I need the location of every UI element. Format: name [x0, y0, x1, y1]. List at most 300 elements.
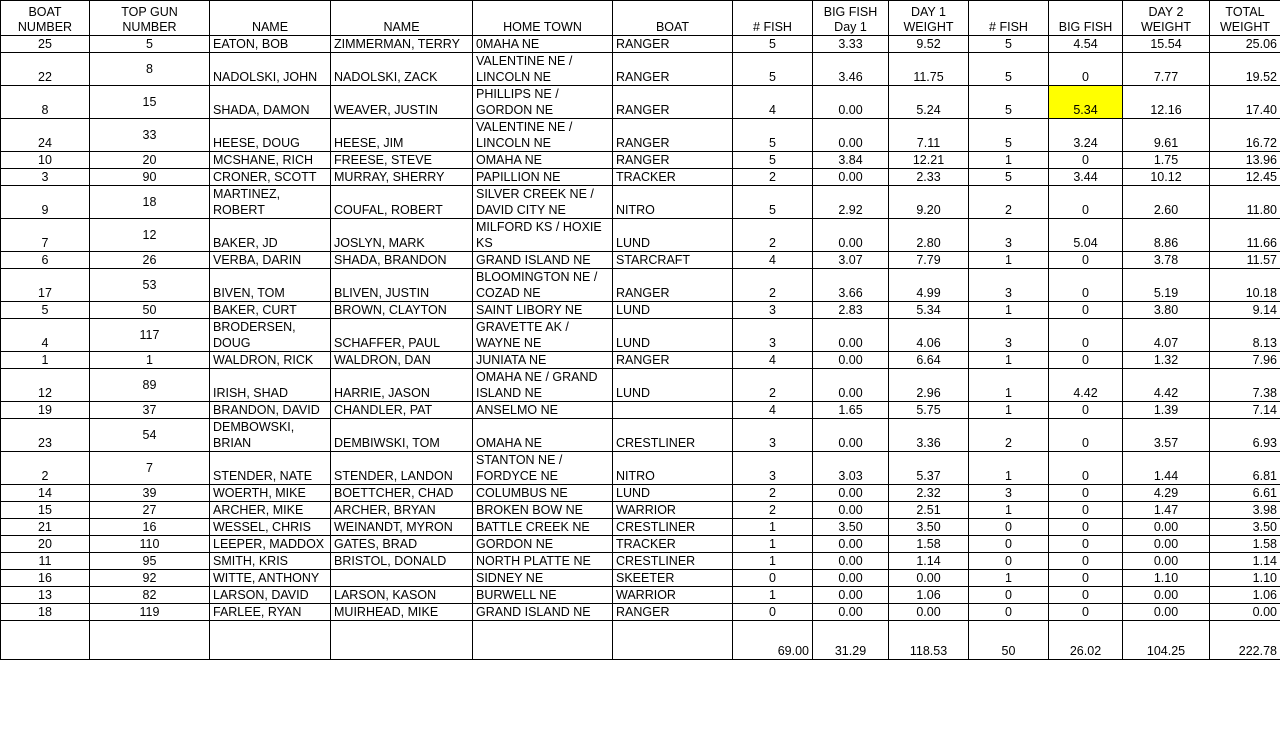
- fish-count-day1-cell: 4: [733, 402, 813, 419]
- fish-count-day2-cell: 1: [969, 402, 1049, 419]
- angler-name-cell: ARCHER, MIKE: [210, 502, 331, 519]
- day2-weight-cell: 1.75: [1123, 152, 1210, 169]
- totals-empty-cell: [210, 621, 331, 660]
- fish-count-day1-cell: 4: [733, 86, 813, 119]
- angler-name-cell: NADOLSKI, JOHN: [210, 53, 331, 86]
- fish-count-day1-cell: 2: [733, 169, 813, 186]
- home-town-cell: COLUMBUS NE: [473, 485, 613, 502]
- total-weight-cell: 3.50: [1210, 519, 1280, 536]
- total-weight-cell: 11.57: [1210, 252, 1280, 269]
- big-fish-day2-cell: 5.04: [1049, 219, 1123, 252]
- fish-count-day2-cell: 1: [969, 252, 1049, 269]
- top-gun-number-cell: 20: [90, 152, 210, 169]
- big-fish-day2-cell: 0: [1049, 519, 1123, 536]
- boat-brand-cell: LUND: [613, 302, 733, 319]
- big-fish-day1-cell: 0.00: [813, 485, 889, 502]
- big-fish-day2-cell: 0: [1049, 352, 1123, 369]
- table-row: [1, 169, 1280, 186]
- boat-number-cell: 11: [1, 553, 90, 570]
- boat-brand-cell: RANGER: [613, 604, 733, 621]
- fish-count-day1-cell: 1: [733, 519, 813, 536]
- day2-weight-cell: 15.54: [1123, 36, 1210, 53]
- home-town-cell: GORDON NE: [473, 536, 613, 553]
- total-weight-cell: 6.93: [1210, 419, 1280, 452]
- day1-weight-cell: 3.50: [889, 519, 969, 536]
- fish-count-day2-cell: 3: [969, 219, 1049, 252]
- day2-weight-cell: 12.16: [1123, 86, 1210, 119]
- total-weight-cell: 25.06: [1210, 36, 1280, 53]
- big-fish-day1-cell: 0.00: [813, 587, 889, 604]
- partner-name-cell: NADOLSKI, ZACK: [331, 53, 473, 86]
- home-town-cell: JUNIATA NE: [473, 352, 613, 369]
- home-town-cell: BROKEN BOW NE: [473, 502, 613, 519]
- home-town-cell: GRAND ISLAND NE: [473, 252, 613, 269]
- day2-weight-cell: 1.10: [1123, 570, 1210, 587]
- header-home-town: HOME TOWN: [473, 1, 613, 36]
- top-gun-number-cell: 15: [90, 86, 210, 119]
- header-row: [1, 1, 1280, 36]
- table-row: [1, 252, 1280, 269]
- table-row: [1, 536, 1280, 553]
- big-fish-day2-cell: 0: [1049, 252, 1123, 269]
- table-row: [1, 152, 1280, 169]
- day1-weight-cell: 11.75: [889, 53, 969, 86]
- day2-weight-cell: 3.78: [1123, 252, 1210, 269]
- day1-weight-cell: 5.37: [889, 452, 969, 485]
- home-town-cell: SILVER CREEK NE / DAVID CITY NE: [473, 186, 613, 219]
- home-town-cell: 0MAHA NE: [473, 36, 613, 53]
- angler-name-cell: WALDRON, RICK: [210, 352, 331, 369]
- total-weight-cell: 0.00: [1210, 604, 1280, 621]
- boat-brand-cell: RANGER: [613, 352, 733, 369]
- fish-count-day2-cell: 5: [969, 53, 1049, 86]
- partner-name-cell: FREESE, STEVE: [331, 152, 473, 169]
- table-row: [1, 502, 1280, 519]
- boat-number-cell: 2: [1, 452, 90, 485]
- angler-name-cell: SMITH, KRIS: [210, 553, 331, 570]
- angler-name-cell: LEEPER, MADDOX: [210, 536, 331, 553]
- fish-count-day1-cell: 2: [733, 269, 813, 302]
- home-town-cell: OMAHA NE: [473, 152, 613, 169]
- boat-brand-cell: RANGER: [613, 36, 733, 53]
- total-fish-day1: 69.00: [733, 621, 813, 660]
- total-weight-cell: 7.14: [1210, 402, 1280, 419]
- table-row: [1, 53, 1280, 86]
- fish-count-day1-cell: 5: [733, 186, 813, 219]
- boat-number-cell: 4: [1, 319, 90, 352]
- total-weight-cell: 16.72: [1210, 119, 1280, 152]
- partner-name-cell: WEINANDT, MYRON: [331, 519, 473, 536]
- big-fish-day2-cell: 4.42: [1049, 369, 1123, 402]
- fish-count-day1-cell: 0: [733, 604, 813, 621]
- boat-brand-cell: CRESTLINER: [613, 419, 733, 452]
- fish-count-day1-cell: 3: [733, 302, 813, 319]
- partner-name-cell: SHADA, BRANDON: [331, 252, 473, 269]
- big-fish-day2-cell: 0: [1049, 319, 1123, 352]
- top-gun-number-cell: 1: [90, 352, 210, 369]
- big-fish-day1-cell: 0.00: [813, 319, 889, 352]
- day1-weight-cell: 0.00: [889, 570, 969, 587]
- big-fish-day2-cell: 0: [1049, 536, 1123, 553]
- fish-count-day1-cell: 4: [733, 252, 813, 269]
- boat-number-cell: 1: [1, 352, 90, 369]
- day1-weight-cell: 12.21: [889, 152, 969, 169]
- boat-brand-cell: RANGER: [613, 269, 733, 302]
- fish-count-day1-cell: 5: [733, 152, 813, 169]
- fish-count-day2-cell: 1: [969, 570, 1049, 587]
- angler-name-cell: DEMBOWSKI, BRIAN: [210, 419, 331, 452]
- header-boat-number: BOAT NUMBER: [1, 1, 90, 36]
- boat-brand-cell: SKEETER: [613, 570, 733, 587]
- partner-name-cell: BLIVEN, JUSTIN: [331, 269, 473, 302]
- home-town-cell: BURWELL NE: [473, 587, 613, 604]
- top-gun-number-cell: 95: [90, 553, 210, 570]
- boat-brand-cell: RANGER: [613, 53, 733, 86]
- table-row: [1, 302, 1280, 319]
- boat-brand-cell: STARCRAFT: [613, 252, 733, 269]
- boat-brand-cell: WARRIOR: [613, 587, 733, 604]
- fish-count-day2-cell: 2: [969, 186, 1049, 219]
- total-weight-cell: 1.10: [1210, 570, 1280, 587]
- day1-weight-cell: 5.75: [889, 402, 969, 419]
- fish-count-day1-cell: 1: [733, 553, 813, 570]
- fish-count-day1-cell: 3: [733, 319, 813, 352]
- day1-weight-cell: 4.99: [889, 269, 969, 302]
- fish-count-day2-cell: 3: [969, 269, 1049, 302]
- boat-brand-cell: LUND: [613, 219, 733, 252]
- big-fish-day2-cell: 0: [1049, 53, 1123, 86]
- big-fish-day1-cell: 1.65: [813, 402, 889, 419]
- day1-weight-cell: 9.20: [889, 186, 969, 219]
- angler-name-cell: LARSON, DAVID: [210, 587, 331, 604]
- day1-weight-cell: 7.11: [889, 119, 969, 152]
- fish-count-day2-cell: 5: [969, 36, 1049, 53]
- day2-weight-cell: 0.00: [1123, 536, 1210, 553]
- fish-count-day1-cell: 5: [733, 53, 813, 86]
- top-gun-number-cell: 53: [90, 269, 210, 302]
- home-town-cell: VALENTINE NE / LINCOLN NE: [473, 119, 613, 152]
- angler-name-cell: MARTINEZ, ROBERT: [210, 186, 331, 219]
- totals-empty-cell: [331, 621, 473, 660]
- boat-number-cell: 15: [1, 502, 90, 519]
- home-town-cell: PAPILLION NE: [473, 169, 613, 186]
- total-weight-cell: 7.96: [1210, 352, 1280, 369]
- totals-empty-cell: [613, 621, 733, 660]
- partner-name-cell: DEMBIWSKI, TOM: [331, 419, 473, 452]
- big-fish-day1-cell: 0.00: [813, 119, 889, 152]
- table-row: [1, 369, 1280, 402]
- home-town-cell: VALENTINE NE / LINCOLN NE: [473, 53, 613, 86]
- boat-number-cell: 24: [1, 119, 90, 152]
- home-town-cell: STANTON NE / FORDYCE NE: [473, 452, 613, 485]
- boat-number-cell: 12: [1, 369, 90, 402]
- total-weight-cell: 1.06: [1210, 587, 1280, 604]
- partner-name-cell: ZIMMERMAN, TERRY: [331, 36, 473, 53]
- home-town-cell: GRAND ISLAND NE: [473, 604, 613, 621]
- table-row: [1, 219, 1280, 252]
- boat-number-cell: 9: [1, 186, 90, 219]
- day2-weight-cell: 7.77: [1123, 53, 1210, 86]
- angler-name-cell: BIVEN, TOM: [210, 269, 331, 302]
- day1-weight-cell: 2.96: [889, 369, 969, 402]
- top-gun-number-cell: 12: [90, 219, 210, 252]
- boat-brand-cell: RANGER: [613, 152, 733, 169]
- top-gun-number-cell: 33: [90, 119, 210, 152]
- table-row: [1, 519, 1280, 536]
- big-fish-day2-cell: 0: [1049, 502, 1123, 519]
- big-fish-day2-cell: 3.44: [1049, 169, 1123, 186]
- angler-name-cell: BAKER, JD: [210, 219, 331, 252]
- day2-weight-cell: 0.00: [1123, 587, 1210, 604]
- day1-weight-cell: 3.36: [889, 419, 969, 452]
- big-fish-day1-cell: 0.00: [813, 86, 889, 119]
- day1-weight-cell: 1.58: [889, 536, 969, 553]
- partner-name-cell: [331, 570, 473, 587]
- day2-weight-cell: 4.42: [1123, 369, 1210, 402]
- day1-weight-cell: 2.80: [889, 219, 969, 252]
- home-town-cell: PHILLIPS NE / GORDON NE: [473, 86, 613, 119]
- boat-number-cell: 14: [1, 485, 90, 502]
- header-top-gun-number: TOP GUN NUMBER: [90, 1, 210, 36]
- boat-brand-cell: NITRO: [613, 186, 733, 219]
- day2-weight-cell: 1.44: [1123, 452, 1210, 485]
- boat-brand-cell: [613, 402, 733, 419]
- header-fish-day1: # FISH: [733, 1, 813, 36]
- partner-name-cell: GATES, BRAD: [331, 536, 473, 553]
- totals-row: [1, 621, 1280, 660]
- table-row: [1, 570, 1280, 587]
- boat-number-cell: 13: [1, 587, 90, 604]
- big-fish-day1-cell: 0.00: [813, 502, 889, 519]
- big-fish-day2-cell: 0: [1049, 269, 1123, 302]
- header-name-1: NAME: [210, 1, 331, 36]
- home-town-cell: NORTH PLATTE NE: [473, 553, 613, 570]
- day1-weight-cell: 2.33: [889, 169, 969, 186]
- day1-weight-cell: 2.32: [889, 485, 969, 502]
- fish-count-day2-cell: 1: [969, 369, 1049, 402]
- total-weight-cell: 13.96: [1210, 152, 1280, 169]
- fish-count-day2-cell: 5: [969, 119, 1049, 152]
- boat-brand-cell: RANGER: [613, 86, 733, 119]
- top-gun-number-cell: 50: [90, 302, 210, 319]
- big-fish-day2-cell: 0: [1049, 186, 1123, 219]
- home-town-cell: ANSELMO NE: [473, 402, 613, 419]
- top-gun-number-cell: 117: [90, 319, 210, 352]
- table-row: [1, 269, 1280, 302]
- total-big-fish-day2: 26.02: [1049, 621, 1123, 660]
- table-row: [1, 319, 1280, 352]
- header-total-weight: TOTAL WEIGHT: [1210, 1, 1280, 36]
- totals-empty-cell: [90, 621, 210, 660]
- total-fish-day2: 50: [969, 621, 1049, 660]
- top-gun-number-cell: 26: [90, 252, 210, 269]
- fish-count-day2-cell: 0: [969, 553, 1049, 570]
- boat-number-cell: 8: [1, 86, 90, 119]
- boat-brand-cell: CRESTLINER: [613, 553, 733, 570]
- day1-weight-cell: 4.06: [889, 319, 969, 352]
- top-gun-number-cell: 18: [90, 186, 210, 219]
- big-fish-day1-cell: 3.50: [813, 519, 889, 536]
- day2-weight-cell: 5.19: [1123, 269, 1210, 302]
- day2-weight-cell: 2.60: [1123, 186, 1210, 219]
- big-fish-day1-cell: 2.83: [813, 302, 889, 319]
- day2-weight-cell: 3.80: [1123, 302, 1210, 319]
- big-fish-day1-cell: 0.00: [813, 604, 889, 621]
- total-weight-cell: 11.80: [1210, 186, 1280, 219]
- fish-count-day2-cell: 0: [969, 604, 1049, 621]
- angler-name-cell: SHADA, DAMON: [210, 86, 331, 119]
- total-weight-cell: 7.38: [1210, 369, 1280, 402]
- angler-name-cell: BRODERSEN, DOUG: [210, 319, 331, 352]
- day2-weight-cell: 4.29: [1123, 485, 1210, 502]
- partner-name-cell: LARSON, KASON: [331, 587, 473, 604]
- big-fish-day1-cell: 0.00: [813, 570, 889, 587]
- header-day1-weight: DAY 1 WEIGHT: [889, 1, 969, 36]
- fish-count-day2-cell: 5: [969, 86, 1049, 119]
- top-gun-number-cell: 110: [90, 536, 210, 553]
- day2-weight-cell: 1.39: [1123, 402, 1210, 419]
- big-fish-day1-cell: 0.00: [813, 369, 889, 402]
- day2-weight-cell: 3.57: [1123, 419, 1210, 452]
- fish-count-day2-cell: 5: [969, 169, 1049, 186]
- big-fish-day1-cell: 0.00: [813, 553, 889, 570]
- big-fish-day1-cell: 0.00: [813, 536, 889, 553]
- top-gun-number-cell: 119: [90, 604, 210, 621]
- boat-number-cell: 22: [1, 53, 90, 86]
- angler-name-cell: BRANDON, DAVID: [210, 402, 331, 419]
- total-total-weight: 222.78: [1210, 621, 1280, 660]
- boat-brand-cell: LUND: [613, 485, 733, 502]
- header-name-2: NAME: [331, 1, 473, 36]
- home-town-cell: GRAVETTE AK / WAYNE NE: [473, 319, 613, 352]
- day2-weight-cell: 0.00: [1123, 553, 1210, 570]
- partner-name-cell: COUFAL, ROBERT: [331, 186, 473, 219]
- boat-number-cell: 17: [1, 269, 90, 302]
- big-fish-day2-cell: 0: [1049, 402, 1123, 419]
- big-fish-day1-cell: 0.00: [813, 419, 889, 452]
- big-fish-day2-cell: 0: [1049, 452, 1123, 485]
- header-big-fish-day1: BIG FISH Day 1: [813, 1, 889, 36]
- big-fish-day1-cell: 3.84: [813, 152, 889, 169]
- big-fish-day1-cell: 0.00: [813, 352, 889, 369]
- boat-number-cell: 7: [1, 219, 90, 252]
- angler-name-cell: IRISH, SHAD: [210, 369, 331, 402]
- home-town-cell: OMAHA NE: [473, 419, 613, 452]
- big-fish-day2-cell: 0: [1049, 553, 1123, 570]
- big-fish-day1-cell: 0.00: [813, 219, 889, 252]
- big-fish-day2-cell: 0: [1049, 485, 1123, 502]
- top-gun-number-cell: 90: [90, 169, 210, 186]
- header-day2-weight: DAY 2 WEIGHT: [1123, 1, 1210, 36]
- boat-number-cell: 23: [1, 419, 90, 452]
- header-fish-day2: # FISH: [969, 1, 1049, 36]
- angler-name-cell: MCSHANE, RICH: [210, 152, 331, 169]
- table-row: [1, 186, 1280, 219]
- day2-weight-cell: 10.12: [1123, 169, 1210, 186]
- boat-brand-cell: LUND: [613, 319, 733, 352]
- top-gun-number-cell: 5: [90, 36, 210, 53]
- day2-weight-cell: 8.86: [1123, 219, 1210, 252]
- big-fish-day2-cell: 4.54: [1049, 36, 1123, 53]
- angler-name-cell: CRONER, SCOTT: [210, 169, 331, 186]
- home-town-cell: BATTLE CREEK NE: [473, 519, 613, 536]
- fish-count-day1-cell: 4: [733, 352, 813, 369]
- boat-number-cell: 16: [1, 570, 90, 587]
- table-row: [1, 352, 1280, 369]
- big-fish-day2-cell: 0: [1049, 419, 1123, 452]
- total-weight-cell: 6.81: [1210, 452, 1280, 485]
- total-day2-weight: 104.25: [1123, 621, 1210, 660]
- partner-name-cell: ARCHER, BRYAN: [331, 502, 473, 519]
- total-day1-weight: 118.53: [889, 621, 969, 660]
- big-fish-day1-cell: 0.00: [813, 169, 889, 186]
- fish-count-day2-cell: 1: [969, 352, 1049, 369]
- home-town-cell: OMAHA NE / GRAND ISLAND NE: [473, 369, 613, 402]
- fish-count-day1-cell: 1: [733, 536, 813, 553]
- totals-empty-cell: [1, 621, 90, 660]
- angler-name-cell: WESSEL, CHRIS: [210, 519, 331, 536]
- table-row: [1, 419, 1280, 452]
- angler-name-cell: VERBA, DARIN: [210, 252, 331, 269]
- angler-name-cell: BAKER, CURT: [210, 302, 331, 319]
- big-fish-day2-cell: 3.24: [1049, 119, 1123, 152]
- partner-name-cell: BROWN, CLAYTON: [331, 302, 473, 319]
- fish-count-day1-cell: 5: [733, 119, 813, 152]
- totals-empty-cell: [473, 621, 613, 660]
- boat-number-cell: 21: [1, 519, 90, 536]
- fish-count-day1-cell: 2: [733, 219, 813, 252]
- day2-weight-cell: 9.61: [1123, 119, 1210, 152]
- fish-count-day1-cell: 0: [733, 570, 813, 587]
- partner-name-cell: STENDER, LANDON: [331, 452, 473, 485]
- total-weight-cell: 11.66: [1210, 219, 1280, 252]
- angler-name-cell: WOERTH, MIKE: [210, 485, 331, 502]
- total-weight-cell: 19.52: [1210, 53, 1280, 86]
- partner-name-cell: BRISTOL, DONALD: [331, 553, 473, 570]
- day1-weight-cell: 9.52: [889, 36, 969, 53]
- day2-weight-cell: 0.00: [1123, 604, 1210, 621]
- day1-weight-cell: 0.00: [889, 604, 969, 621]
- table-row: [1, 452, 1280, 485]
- table-row: [1, 402, 1280, 419]
- home-town-cell: SIDNEY NE: [473, 570, 613, 587]
- top-gun-number-cell: 39: [90, 485, 210, 502]
- table-row: [1, 485, 1280, 502]
- fish-count-day1-cell: 2: [733, 485, 813, 502]
- boat-number-cell: 3: [1, 169, 90, 186]
- fish-count-day1-cell: 1: [733, 587, 813, 604]
- table-row: [1, 553, 1280, 570]
- fish-count-day1-cell: 5: [733, 36, 813, 53]
- top-gun-number-cell: 16: [90, 519, 210, 536]
- partner-name-cell: MUIRHEAD, MIKE: [331, 604, 473, 621]
- top-gun-number-cell: 92: [90, 570, 210, 587]
- total-big-fish-day1: 31.29: [813, 621, 889, 660]
- table-row: [1, 86, 1280, 119]
- total-weight-cell: 1.14: [1210, 553, 1280, 570]
- fish-count-day1-cell: 3: [733, 452, 813, 485]
- day2-weight-cell: 4.07: [1123, 319, 1210, 352]
- angler-name-cell: FARLEE, RYAN: [210, 604, 331, 621]
- partner-name-cell: CHANDLER, PAT: [331, 402, 473, 419]
- big-fish-day1-cell: 3.46: [813, 53, 889, 86]
- big-fish-day2-cell: 0: [1049, 604, 1123, 621]
- top-gun-number-cell: 54: [90, 419, 210, 452]
- home-town-cell: SAINT LIBORY NE: [473, 302, 613, 319]
- partner-name-cell: WALDRON, DAN: [331, 352, 473, 369]
- home-town-cell: BLOOMINGTON NE / COZAD NE: [473, 269, 613, 302]
- total-weight-cell: 6.61: [1210, 485, 1280, 502]
